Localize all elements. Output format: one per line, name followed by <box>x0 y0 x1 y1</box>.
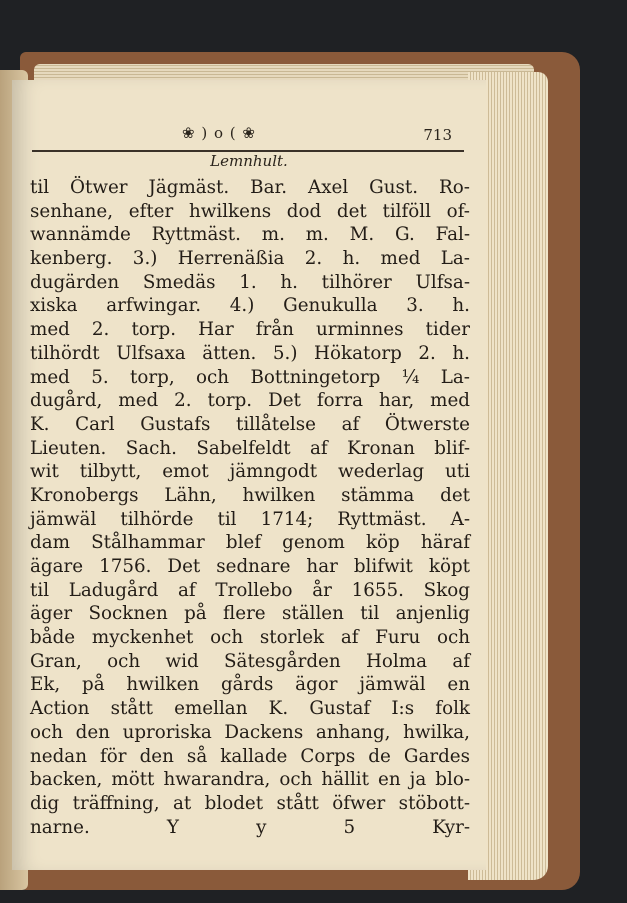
text-line: ägare 1756. Det sednare har blifwit köpt <box>30 556 470 577</box>
text-line: med 5. torp, och Bottningetorp ¼ La- <box>30 366 470 388</box>
text-line: Action stått emellan K. Gustaf I:s folk <box>30 698 470 720</box>
text-line: til Ladugård af Trollebo år 1655. Skog <box>30 579 470 601</box>
text-line: tilhördt Ulfsaxa ätten. 5.) Hökatorp 2. h. <box>30 342 470 364</box>
header-ornament: ❀ ) o ( ❀ <box>182 124 256 142</box>
text-line: Kronobergs Lähn, hwilken stämma det <box>30 484 470 506</box>
text-line: backen, mött hwarandra, och hällit en ja blo- <box>30 769 470 791</box>
text-line: Gran, och wid Sätesgården Holma af <box>30 650 470 672</box>
text-line: til Ötwer Jägmäst. Bar. Axel Gust. Ro- <box>30 177 470 198</box>
text-line: senhane, efter hwilkens dod det tilföll of- <box>30 200 470 222</box>
text-line: med 2. torp. Har från urminnes tider <box>30 319 470 341</box>
text-line: K. Carl Gustafs tillåtelse af Ötwerste <box>30 413 470 435</box>
text-line: wannämde Ryttmäst. m. m. M. G. Fal- <box>30 224 470 246</box>
text-line: äger Socknen på flere ställen til anjenlig <box>30 603 470 625</box>
section-title: Lemnhult. <box>210 152 288 170</box>
text-line: nedan för den så kallade Corps de Gardes <box>30 745 470 767</box>
text-line: jämwäl tilhörde til 1714; Ryttmäst. A- <box>30 508 470 530</box>
book-page <box>12 80 486 870</box>
body-text <box>30 176 470 839</box>
text-line: dig träffning, at blodet stått öfwer stöbott- <box>30 792 470 814</box>
text-line: dam Stålhammar blef genom köp häraf <box>30 532 470 554</box>
text-line: dugärden Smedäs 1. h. tilhörer Ulfsa- <box>30 271 470 293</box>
text-line: kenberg. 3.) Herrenäßia 2. h. med La- <box>30 248 470 270</box>
text-line-signature: narne. Y y 5 Kyr- <box>30 816 470 838</box>
text-line: både myckenhet och storlek af Furu och <box>30 627 470 649</box>
text-line: och den uproriska Dackens anhang, hwilka, <box>30 721 470 743</box>
text-line: wit tilbytt, emot jämngodt wederlag uti <box>30 461 470 483</box>
text-line: Lieuten. Sach. Sabelfeldt af Kronan blif- <box>30 437 470 459</box>
text-line: xiska arfwingar. 4.) Genukulla 3. h. <box>30 295 470 317</box>
running-head <box>152 122 462 146</box>
page-number: 713 <box>423 126 452 144</box>
text-line: Ek, på hwilken gårds ägor jämwäl en <box>30 674 470 696</box>
text-line: dugård, med 2. torp. Det forra har, med <box>30 390 470 412</box>
